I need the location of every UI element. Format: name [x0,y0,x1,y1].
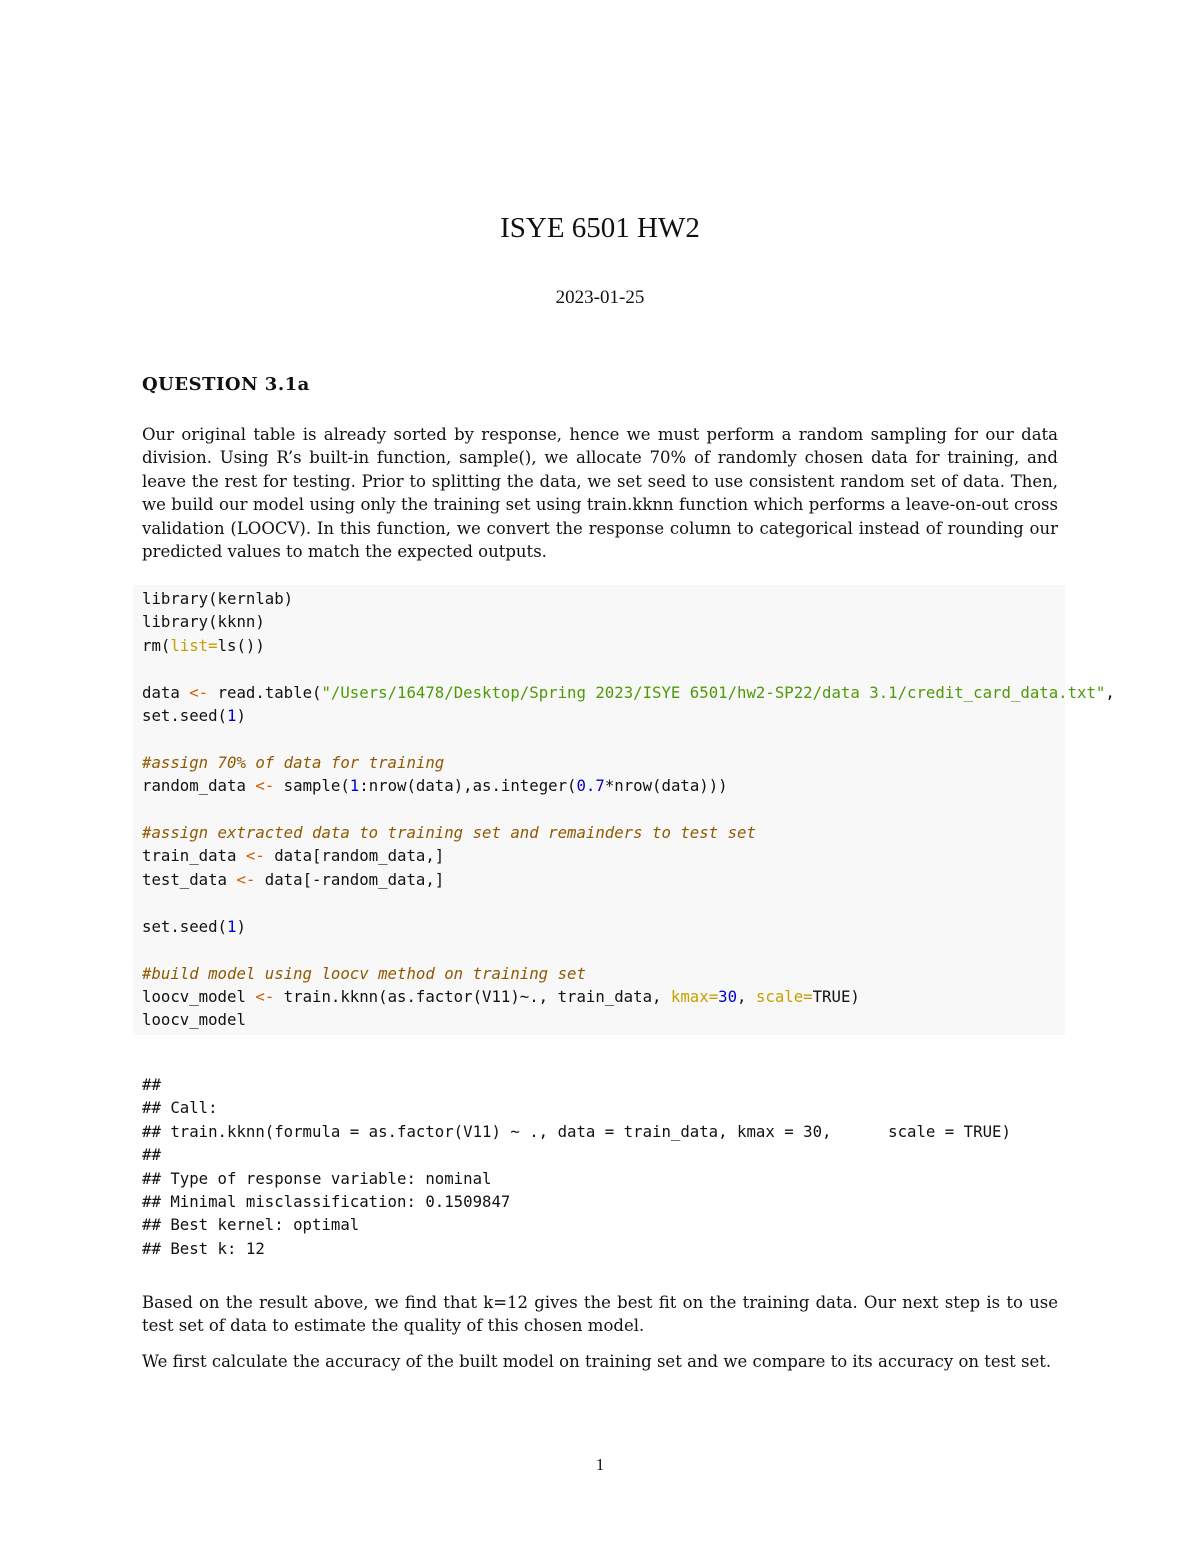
output-line: ## train.kknn(formula = as.factor(V11) ~ ., data = train_data, kmax = 30, scale = TRUE) [142,1121,1011,1141]
result-paragraph: Based on the result above, we find that k=12 gives the best fit on the training data. Our next step is to use test set of data to estimate the quality of this chosen model. [142,1293,1058,1336]
code-line: rm(list=ls()) [142,635,265,655]
code-line: loocv_model [142,1010,246,1030]
code-line: data <- read.table("/Users/16478/Desktop/Spring 2023/ISYE 6501/hw2-SP22/data 3.1/credit_card_data.txt", [142,682,1115,702]
code-line: random_data <- sample(1:nrow(data),as.integer(0.7*nrow(data))) [142,776,728,796]
code-line: set.seed(1) [142,916,246,936]
r-code-block [142,587,1115,1032]
output-line: ## Best k: 12 [142,1238,265,1258]
intro-paragraph: Our original table is already sorted by response, hence we must perform a random sampling for our data division. Using R’s built-in function, sample(), we allocate 70% of randomly chosen data for training, and leave the rest for testing. Prior to splitting the data, we set seed to use consistent random set of data. Then, we build our model using only the training set using train.kknn function which performs a leave-on-out cross validation (LOOCV). In this function, we convert the response column to categorical instead of rounding our predicted values to match the expected outputs. [142,425,1058,562]
page-number: 1 [595,1455,605,1474]
section-heading: QUESTION 3.1a [142,374,310,395]
r-output-block [142,1073,1011,1260]
code-line: loocv_model <- train.kknn(as.factor(V11)~., train_data, kmax=30, scale=TRUE) [142,986,860,1006]
output-line: ## [142,1145,161,1165]
output-line: ## [142,1075,161,1094]
document-title: ISYE 6501 HW2 [500,212,700,244]
document-date: 2023-01-25 [555,287,645,308]
code-line: library(kernlab) [142,589,294,608]
output-line: ## Best kernel: optimal [142,1215,360,1235]
code-line: set.seed(1) [142,706,246,726]
code-line: library(kknn) [142,612,265,632]
code-line: train_data <- data[random_data,] [142,846,445,866]
code-comment: #build model using loocv method on training set [142,963,586,983]
output-line: ## Minimal misclassification: 0.1509847 [142,1192,511,1212]
code-comment: #assign extracted data to training set and remainders to test set [142,823,756,843]
output-line: ## Call: [142,1098,218,1118]
code-line: test_data <- data[-random_data,] [142,869,445,889]
code-comment: #assign 70% of data for training [142,752,445,772]
output-line: ## Type of response variable: nominal [142,1168,492,1188]
accuracy-paragraph: We first calculate the accuracy of the built model on training set and we compare to its accuracy on test set. [142,1352,1052,1371]
